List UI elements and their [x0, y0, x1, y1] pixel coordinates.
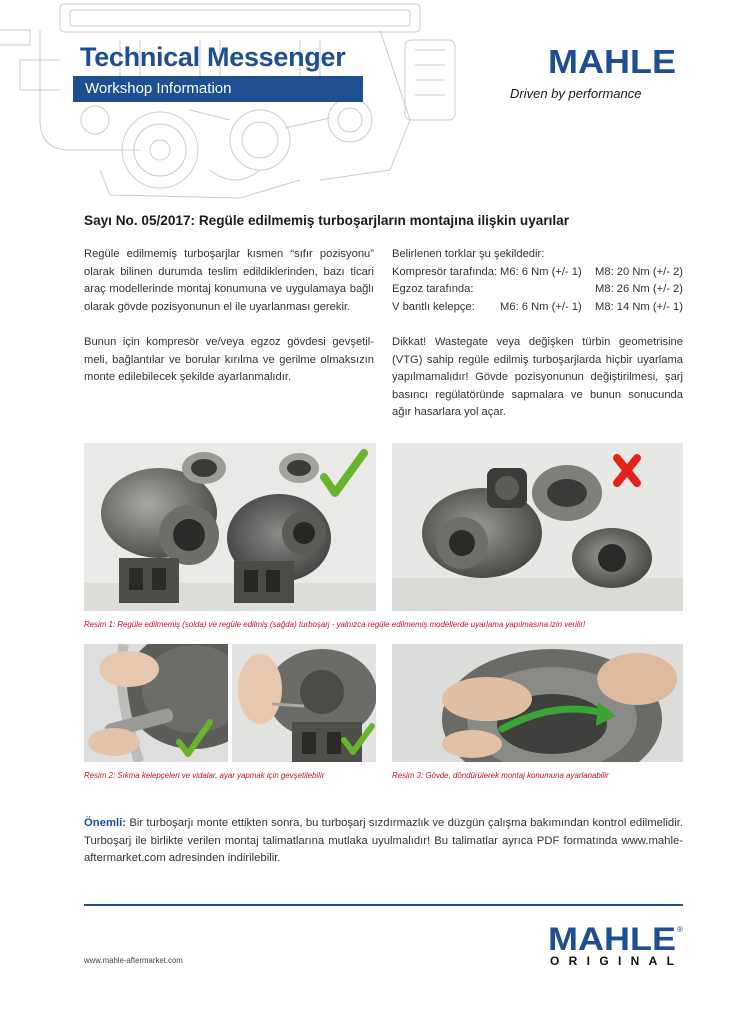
registered-mark: ®: [677, 925, 683, 934]
original-label: ORIGINAL: [550, 954, 674, 967]
paragraph-intro: Regüle edilmemiş turboşarjlar kısmen “sıfır pozisyonu” olarak bilinen durumda teslim edildiklerinden, bazı ticari araç modellerinde montaj konumuna ve uygulamaya bağlı olarak gövde pozisyonunun el ile uyarlanması gerekir.: [84, 248, 374, 313]
torque-row: [392, 264, 683, 282]
photo-housing-rotation: [392, 644, 683, 762]
right-column: [392, 246, 683, 422]
torque-row: [392, 281, 683, 299]
torque-m8: M8: 26 Nm (+/- 2): [595, 283, 683, 296]
paragraph-instructions: Bunun için kompresör ve/veya egzoz gövdesi gevşetil-meli, bağlantılar ve borular kırılma ve gerilme olmaksızın monte edilebilecek şekilde ayarlanmalıdır.: [84, 335, 374, 384]
note-keyword: Önemli:: [84, 817, 127, 829]
document-title: Technical Messenger: [80, 42, 346, 72]
torque-m6: [500, 281, 592, 299]
photo-turbochargers-not-ok: [392, 443, 683, 611]
footer-url: www.mahle-aftermarket.com: [84, 956, 183, 965]
engine-line-drawing: [0, 0, 470, 205]
mahle-logo-text: MAHLE: [548, 46, 676, 76]
torque-m8: M8: 20 Nm (+/- 2): [595, 265, 683, 278]
figure-2-caption: Resim 2: Sıkma kelepçeleri ve vidalar, ayar yapmak için gevşetilebilir: [84, 771, 325, 780]
torque-m6: M6: 6 Nm (+/- 1): [500, 300, 582, 313]
article-headline: Sayı No. 05/2017: Regüle edilmemiş turboşarjların montajına ilişkin uyarılar: [84, 213, 570, 228]
torque-label: Egzoz tarafında:: [392, 283, 474, 296]
note-text: Bir turboşarjı monte ettikten sonra, bu turboşarj sızdırmazlık ve düzgün çalışma bakımından kontrol edilmelidir. Turboşarj ile birlikte verilen montaj talimatlarına mutlaka uyulmalıdır! Bu talimatlar ayrıca PDF formatında www.mahle-aftermarket.com adresinden indirilebilir.: [84, 817, 683, 865]
torque-label: V bantlı kelepçe:: [392, 300, 475, 313]
brand-slogan: Driven by performance: [510, 86, 642, 101]
mahle-original-logo: [548, 923, 686, 967]
torque-m6: M6: 6 Nm (+/- 1): [500, 265, 582, 278]
figure-1-caption: Resim 1: Regüle edilmemiş (solda) ve regüle edilmiş (sağda) turboşarj - yalnızca regüle edilmemiş modellerde uyarlama yapılmasına izin verilir!: [84, 620, 586, 629]
photo-clamp-loosening: [84, 644, 228, 762]
figure-3-caption: Resim 3: Gövde, döndürülerek montaj konumuna ayarlanabilir: [392, 771, 609, 780]
torque-m8: M8: 14 Nm (+/- 1): [595, 300, 683, 313]
document-subtitle: Workshop Information: [85, 80, 232, 97]
photo-screw-loosening: [232, 644, 376, 762]
footer-divider: [84, 904, 683, 906]
photo-turbochargers-ok: [84, 443, 376, 611]
torque-intro: Belirlenen torklar şu şekildedir:: [392, 248, 545, 260]
mahle-logo-text: MAHLE: [548, 923, 676, 957]
mahle-logo: [548, 46, 676, 76]
important-note: [84, 815, 683, 868]
left-column: [84, 246, 374, 404]
subtitle-bar: [73, 76, 363, 102]
warning-paragraph: Dikkat! Wastegate veya değişken türbin geometrisine (VTG) sahip regüle edilmiş turboşarjlarda hiçbir uyarlama yapılmamalıdır! Gövde pozisyonunun değiştirilmesi, şarj basıncı regülatöründe sapmalara ve bunun sonucunda ağır hasarlara yol açar.: [392, 335, 683, 419]
torque-label: Kompresör tarafında:: [392, 265, 498, 278]
torque-row: [392, 299, 683, 317]
